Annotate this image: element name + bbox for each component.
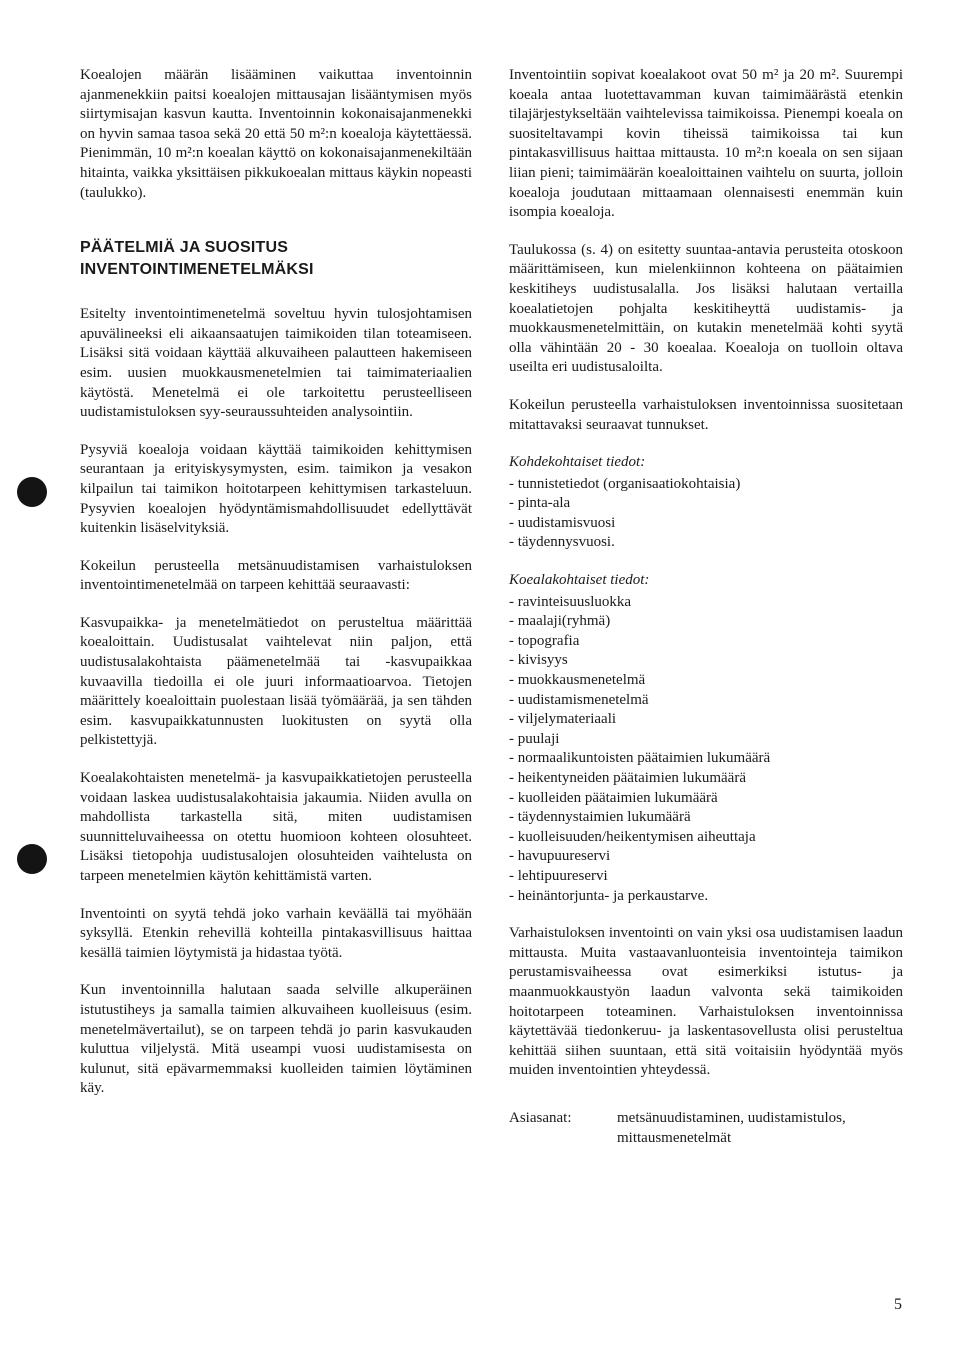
list-item: - heinäntorjunta- ja perkaustarve.: [509, 887, 709, 904]
list-item: - muokkausmenetelmä: [509, 672, 646, 689]
paragraph: Inventointi on syytä tehdä joko varhain keväällä tai myöhään syksyllä. Etenkin rehevillä kohteilla pintakasvillisuus haittaa kesällä taimien löytymistä ja hidastaa työtä.: [80, 905, 472, 961]
list-item: - ravinteisuusluokka: [509, 593, 632, 610]
list-item: - täydennystaimien lukumäärä: [509, 809, 691, 826]
punch-hole-lower: [17, 844, 47, 874]
list-item: - viljelymateriaali: [509, 711, 617, 728]
list-item: - lehtipuureservi: [509, 867, 608, 884]
punch-hole-upper: [17, 477, 47, 507]
list-item: - uudistamismenetelmä: [509, 691, 649, 708]
plot-data-list: [509, 593, 903, 907]
list-item: - kivisyys: [509, 652, 568, 669]
paragraph: Esitelty inventointimenetelmä soveltuu hyvin tulosjohtamisen apuvälineeksi eli aikaansaatujen taimikoiden tilan toteamiseen. Lisäksi sitä voidaan käyttää alkuvaiheen palautteen hakemiseen esim. uusien muokkausmenetelmien tai taimimateriaalien käytöstä. Menetelmä ei ole tarkoitettu perusteelliseen uudistamistuloksen syy-seuraussuhteiden analysointiin.: [80, 306, 472, 421]
right-column: [509, 66, 903, 1148]
site-data-list: [509, 475, 903, 553]
list-item: - topografia: [509, 632, 580, 649]
list-item: - täydennysvuosi.: [509, 534, 615, 551]
keywords: [509, 1109, 903, 1148]
paragraph: Inventointiin sopivat koealakoot ovat 50 m² ja 20 m². Suurempi koeala antaa luotettavamman kuvan taimimäärästä etenkin tilajärjestykseltään vaihtelevissa taimikoissa. Pienempi koeala on suositeltavampi kovin tiheissä taimikoissa tai kun pintakasvillisuus haittaa mittausta. 10 m²:n koeala on sen sijaan liian pieni; taimimäärän koealoittainen vaihtelu on suurta, jolloin koealoja joudutaan mittaamaan olennaisesti enemmän kuin isompia koealoja.: [509, 67, 903, 221]
paragraph: Pysyviä koealoja voidaan käyttää taimikoiden kehittymisen seurantaan ja erityiskysymysten, esim. taimikon ja vesakon kilpailun tai taimikon hoitotarpeen kehittymisen tarkasteluun. Pysyvien koealojen hyödyntämismahdollisuudet edellyttävät kuitenkin lisäselvityksiä.: [80, 441, 472, 537]
list-item: - havupuureservi: [509, 848, 611, 865]
keywords-label: Asiasanat:: [509, 1109, 572, 1126]
list-item: - heikentyneiden päätaimien lukumäärä: [509, 770, 746, 786]
list-item: - kuolleisuuden/heikentymisen aiheuttaja: [509, 828, 756, 845]
paragraph: Varhaistuloksen inventointi on vain yksi osa uudistamisen laadun mittausta. Muita vastaavanluonteisia inventointeja taimikon perustamisvaiheessa ovat esimerkiksi istutus- ja maanmuokkaustyön laadun valvonta sekä taimikoiden hoitotarpeen toteaminen. Varhaistuloksen inventoinnissa käytettävää tiedonkeruu- ja laskentasovellusta olisi perusteltua kehittää siihen suuntaan, että sitä voitaisiin hyödyntää myös muiden inventointien yhteydessä.: [509, 925, 903, 1079]
paragraph: Kun inventoinnilla halutaan saada selville alkuperäinen istutustiheys ja samalla taimien alkuvaiheen kuolleisuus (esim. menetelmävertailut), se on tarpeen tehdä jo parin kasvukauden kuluttua viljelystä. Mitä useampi vuosi uudistamisesta on kulunut, sitä epävarmemmaksi kuolleiden taimien löytäminen käy.: [80, 982, 472, 1097]
section-heading: PÄÄTELMIÄ JA SUOSITUS INVENTOINTIMENETELMÄKSI: [80, 239, 314, 279]
subheading-site-data: Kohdekohtaiset tiedot:: [509, 454, 646, 471]
paragraph: Kokeilun perusteella varhaistuloksen inventoinnissa suositetaan mitattavaksi seuraavat tunnukset.: [509, 396, 903, 433]
list-item: - maalaji(ryhmä): [509, 613, 611, 630]
list-item: - pinta-ala: [509, 495, 571, 512]
page-number: 5: [894, 1296, 902, 1313]
list-item: - kuolleiden päätaimien lukumäärä: [509, 789, 718, 806]
list-item: - tunnistetiedot (organisaatiokohtaisia): [509, 475, 741, 492]
list-item: - puulaji: [509, 730, 560, 747]
subheading-plot-data: Koealakohtaiset tiedot:: [509, 572, 650, 589]
keywords-value: metsänuudistaminen, uudistamistulos, mittausmenetelmät: [617, 1109, 846, 1146]
paragraph: Kasvupaikka- ja menetelmätiedot on perusteltua määrittää koealoittain. Uudistusalat vaihtelevat niin paljon, että uudistusalakohtaista päämenetelmää tai -kasvupaikkaa kuvaavilla tiedoilla ei ole juuri informaatioarvoa. Tietojen määrittely koealoittain puolestaan lisää työmäärää, ja sen tähden esim. kasvupaikkatunnusten luokitusten on syytä olla pelkistettyjä.: [80, 614, 472, 749]
paragraph: Kokeilun perusteella metsänuudistamisen varhaistuloksen inventointimenetelmää on tarpeen kehittää seuraavasti:: [80, 557, 472, 594]
list-item: - uudistamisvuosi: [509, 514, 616, 531]
paragraph: Koealojen määrän lisääminen vaikuttaa inventoinnin ajanmenekkiin paitsi koealojen mittausajan lisääntymisen myös siirtymisajan kasvun kautta. Inventoinnin kokonaisajanmenekki on hyvin samaa tasoa sekä 20 että 50 m²:n koealoja käytettäessä. Pienimmän, 10 m²:n koealan käyttö on kokonaisajanmenekiltään hitainta, vaikka yksittäisen pikkukoealan mittaus käykin nopeasti (taulukko).: [80, 67, 472, 201]
paragraph: Taulukossa (s. 4) on esitetty suuntaa-antavia perusteita otoskoon määrittämiseen, kun mielenkiinnon kohteena on päätaimien keskitiheys uudistusalalla. Jos lisäksi halutaan vertailla koealatietojen pohjalta keskitiheyttä uudistamis- ja muokkausmenetelmittäin, on kutakin menetelmää kohti syytä olla vähintään 20 - 30 koealaa. Koealoja on tuolloin oltava useilta eri uudistusaloilta.: [509, 241, 903, 376]
left-column: [80, 66, 472, 1117]
paragraph: Koealakohtaisten menetelmä- ja kasvupaikkatietojen perusteella voidaan laskea uudistusalakohtaisia jakaumia. Niiden avulla on mahdollista tarkastella sitä, miten uudistamisen suunnitteluvaiheessa on otettu huomioon kohteen olosuhteet. Lisäksi tietopohja uudistusalojen olosuhteiden vaihtelusta on tarpeen menetelmien käytön kehittämistä varten.: [80, 770, 472, 884]
list-item: - normaalikuntoisten päätaimien lukumäärä: [509, 750, 771, 767]
